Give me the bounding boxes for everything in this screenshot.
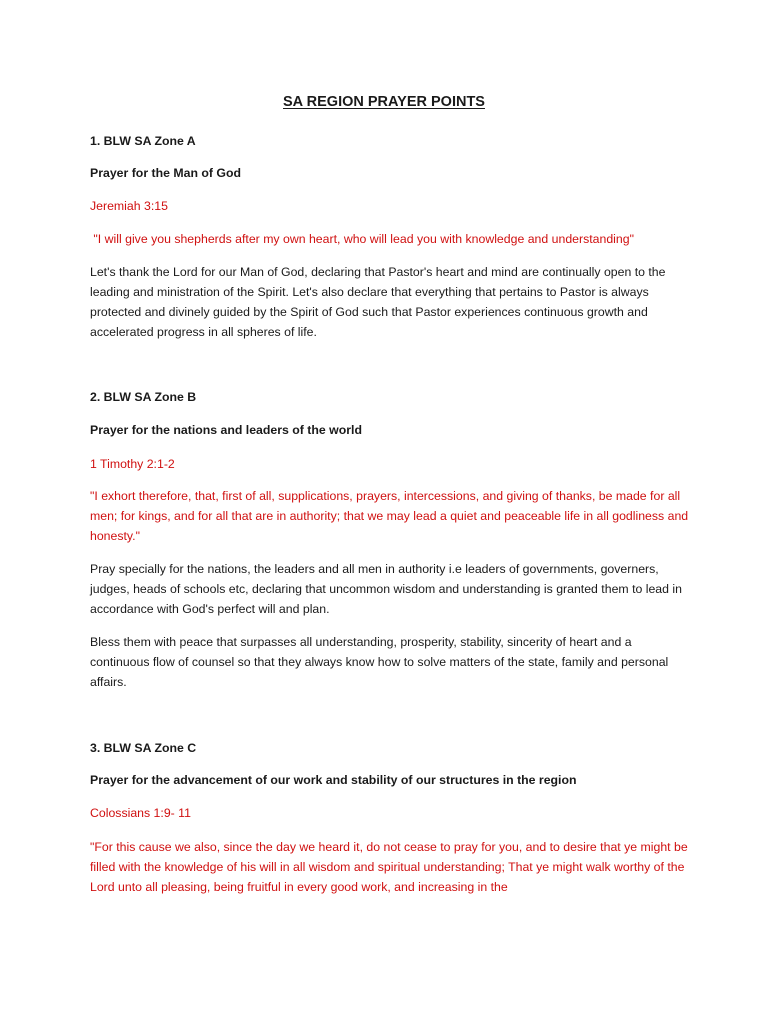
section-1-subheading: Prayer for the Man of God	[90, 166, 241, 180]
section-1-paragraph: Let's thank the Lord for our Man of God, declaring that Pastor's heart and mind are continually open to the leading and ministration of the Spirit. Let's also declare that everything that pertains to Pastor is always protected and divinely guided by the Spirit of God such that Pastor experiences continuous growth and accelerated progress in all spheres of life.	[90, 265, 666, 339]
section-2-subheading: Prayer for the nations and leaders of the world	[90, 423, 362, 437]
section-1-scripture-ref: Jeremiah 3:15	[90, 199, 168, 213]
section-2-scripture-text: "I exhort therefore, that, first of all, supplications, prayers, intercessions, and giving of thanks, be made for all men; for kings, and for all that are in authority; that we may lead a quiet and peaceable life in all godliness and honesty."	[90, 489, 689, 543]
section-3-heading: 3. BLW SA Zone C	[90, 741, 197, 755]
section-3-subheading: Prayer for the advancement of our work and stability of our structures in the region	[90, 773, 577, 787]
section-2-scripture-ref: 1 Timothy 2:1-2	[90, 457, 175, 471]
section-2-paragraph-2: Bless them with peace that surpasses all understanding, prosperity, stability, sincerity of heart and a continuous flow of counsel so that they always know how to solve matters of the state, family and personal affairs.	[90, 635, 669, 689]
section-3-scripture-text: "For this cause we also, since the day we heard it, do not cease to pray for you, and to desire that ye might be filled with the knowledge of his will in all wisdom and spiritual understanding; That ye might walk worthy of the Lord unto all pleasing, being fruitful in every good work, and increasing in the	[90, 840, 688, 894]
page-title	[0, 94, 768, 110]
section-2-paragraph-1: Pray specially for the nations, the leaders and all men in authority i.e leaders of governments, governers, judges, heads of schools etc, declaring that uncommon wisdom and understanding is granted them to lead in accordance with God's perfect will and plan.	[90, 562, 682, 616]
section-1-scripture-text: "I will give you shepherds after my own heart, who will lead you with knowledge and understanding"	[90, 232, 634, 246]
section-2-heading: 2. BLW SA Zone B	[90, 390, 197, 404]
section-1-heading: 1. BLW SA Zone A	[90, 134, 196, 148]
section-3-scripture-ref: Colossians 1:9- 11	[90, 806, 191, 820]
page-title-text: SA REGION PRAYER POINTS	[283, 94, 485, 110]
